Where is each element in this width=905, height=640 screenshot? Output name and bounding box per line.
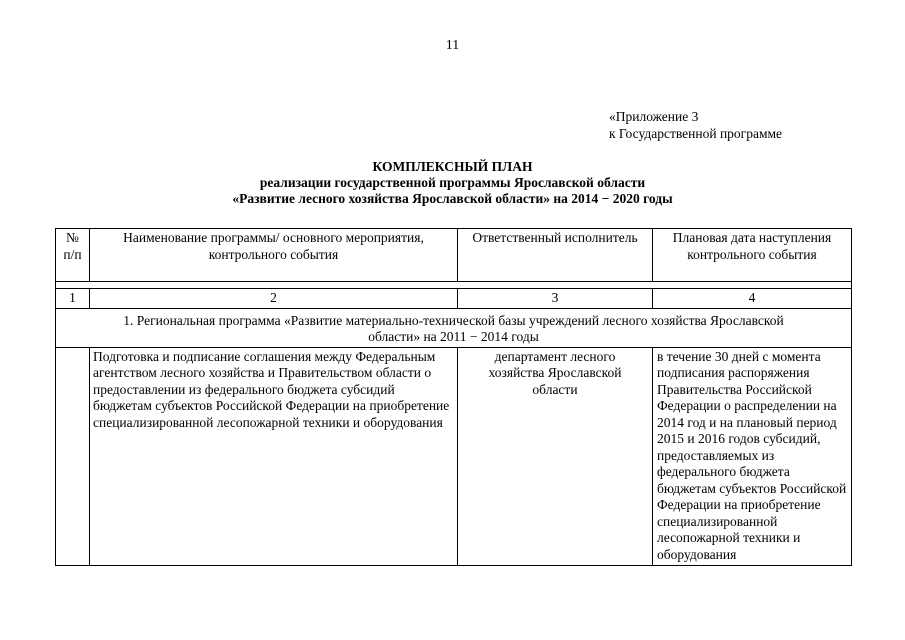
row-name: Подготовка и подписание соглашения между Федеральным агентством лесного хозяйства и Правительством области о предоставлении из федерального бюджета субсидий бюджетам субъектов Российской Федерации на приобретение специализированной лесопожарной техники и оборудования: [90, 347, 458, 566]
page-number: 11: [445, 38, 460, 53]
header-name: Наименование программы/ основного мероприятия, контрольного события: [90, 229, 458, 282]
column-number-1: 1: [56, 289, 90, 309]
column-number-row: [56, 289, 852, 309]
plan-title-line-2: реализации государственной программы Ярославской области: [259, 175, 646, 190]
header-date: Плановая дата наступления контрольного события: [653, 229, 852, 282]
appendix-line-2: к Государственной программе: [609, 126, 783, 141]
header-number: № п/п: [56, 229, 90, 282]
row-number: [56, 347, 90, 566]
column-number-3: 3: [458, 289, 653, 309]
section-row: [56, 308, 852, 347]
appendix-note: [609, 108, 782, 142]
plan-table: [55, 228, 852, 566]
appendix-line-1: «Приложение 3: [609, 109, 699, 124]
row-date: в течение 30 дней с момента подписания распоряжения Правительства Российской Федерации о распределении на 2014 год и на плановый период 2015 и 2016 годов субсидий, предоставляемых из федерального бюджета бюджетам субъектов Российской Федерации на приобретение специализированной лесопожарной техники и оборудования: [653, 347, 852, 566]
row-executor: департамент лесного хозяйства Ярославской области: [458, 347, 653, 566]
header-row: [56, 229, 852, 282]
plan-title-line-1: КОМПЛЕКСНЫЙ ПЛАН: [372, 159, 533, 174]
header-spacer: [56, 282, 852, 289]
header-executor: Ответственный исполнитель: [458, 229, 653, 282]
table-row: [56, 347, 852, 566]
column-number-2: 2: [90, 289, 458, 309]
plan-title-line-3: «Развитие лесного хозяйства Ярославской области» на 2014 − 2020 годы: [232, 191, 673, 206]
column-number-4: 4: [653, 289, 852, 309]
plan-title: [0, 159, 905, 207]
section-title: 1. Региональная программа «Развитие материально-технической базы учреждений лесного хозяйства Ярославской области» на 2011 − 2014 годы: [56, 308, 852, 347]
